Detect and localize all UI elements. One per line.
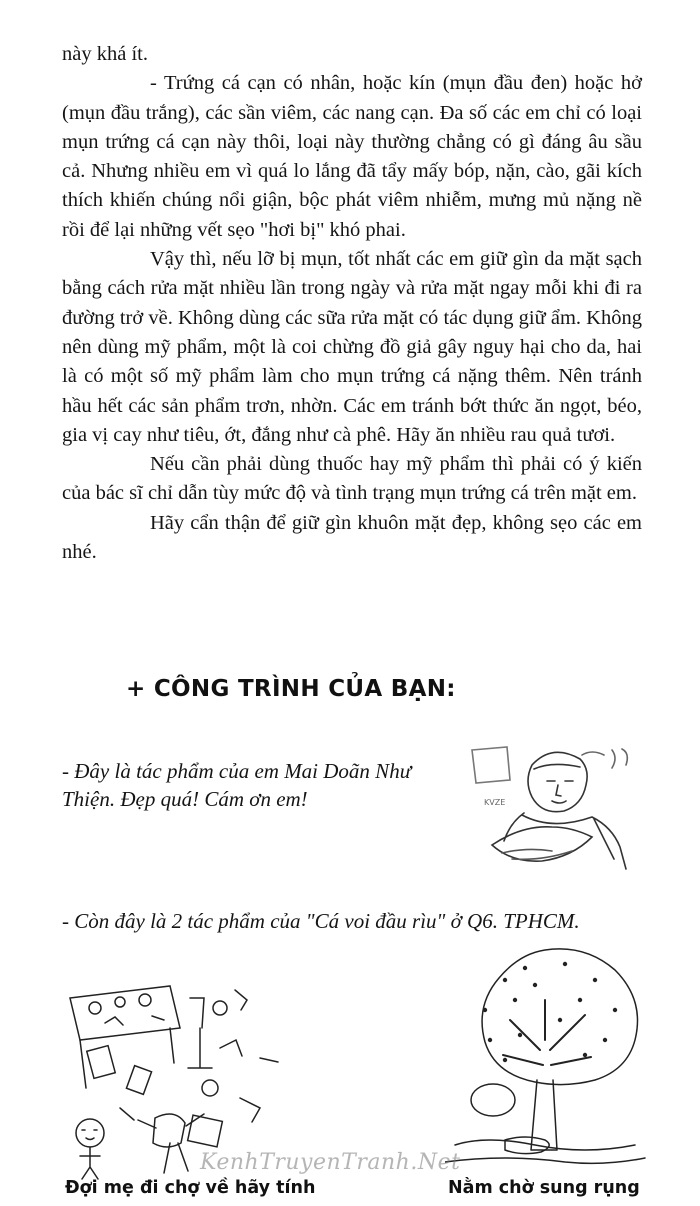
drawing-label-right: Nằm chờ sung rụng: [448, 1178, 640, 1198]
svg-text:KVZE: KVZE: [484, 798, 506, 807]
article-body: [62, 40, 642, 567]
drawing-label-left: Đợi mẹ đi chợ về hãy tính: [65, 1178, 316, 1198]
paragraph: - Trứng cá cạn có nhân, hoặc kín (mụn đầu đen) hoặc hở (mụn đầu trắng), các sần viêm, các nang cạn. Đa số các em chỉ có loại mụn trứng cá cạn này thôi, loại này thường chẳng có gì đáng âu sầu cả. Nhưng nhiều em vì quá lo lắng đã tẩy mấy bóp, nặn, cào, gãi kích thích khiến chúng nổi giận, bộc phát viêm nhiễm, mưng mủ nặng nề rồi để lại những vết sẹo "hơi bị" khó phai.: [62, 72, 642, 241]
caption-first-artwork: - Đây là tác phẩm của em Mai Doãn Như Thiện. Đẹp quá! Cám ơn em!: [62, 759, 412, 811]
fig-tree-sketch-icon: [445, 940, 650, 1180]
paragraph: Hãy cẩn thận để giữ gìn khuôn mặt đẹp, không sẹo các em nhé.: [62, 511, 642, 564]
portrait-sketch-icon: [462, 735, 647, 875]
section-heading: + CÔNG TRÌNH CỦA BẠN:: [126, 676, 456, 702]
paragraph: Nếu cần phải dùng thuốc hay mỹ phẩm thì phải có ý kiến của bác sĩ chỉ dẫn tùy mức độ và tình trạng mụn trứng cá trên mặt em.: [62, 453, 642, 505]
watermark: KenhTruyenTranh.Net: [200, 1150, 461, 1175]
caption-second-artworks: - Còn đây là 2 tác phẩm của "Cá voi đầu rìu" ở Q6. TPHCM.: [62, 909, 580, 933]
paragraph: này khá ít.: [62, 43, 148, 65]
paragraph: Vậy thì, nếu lỡ bị mụn, tốt nhất các em giữ gìn da mặt sạch bằng cách rửa mặt nhiều lần trong ngày và rửa mặt ngay mỗi khi đi ra đường trở về. Không dùng các sữa rửa mặt có tác dụng giữ ẩm. Không nên dùng mỹ phẩm, một là coi chừng đồ giả gây nguy hại cho da, hai là có một số mỹ phẩm làm cho mụn trứng cá nặng thêm. Nên tránh hầu hết các sản phẩm trơn, nhờn. Các em tránh bớt thức ăn ngọt, béo, gia vị cay như tiêu, ớt, đắng như cà phê. Hãy ăn nhiều rau quả tươi.: [62, 248, 642, 446]
